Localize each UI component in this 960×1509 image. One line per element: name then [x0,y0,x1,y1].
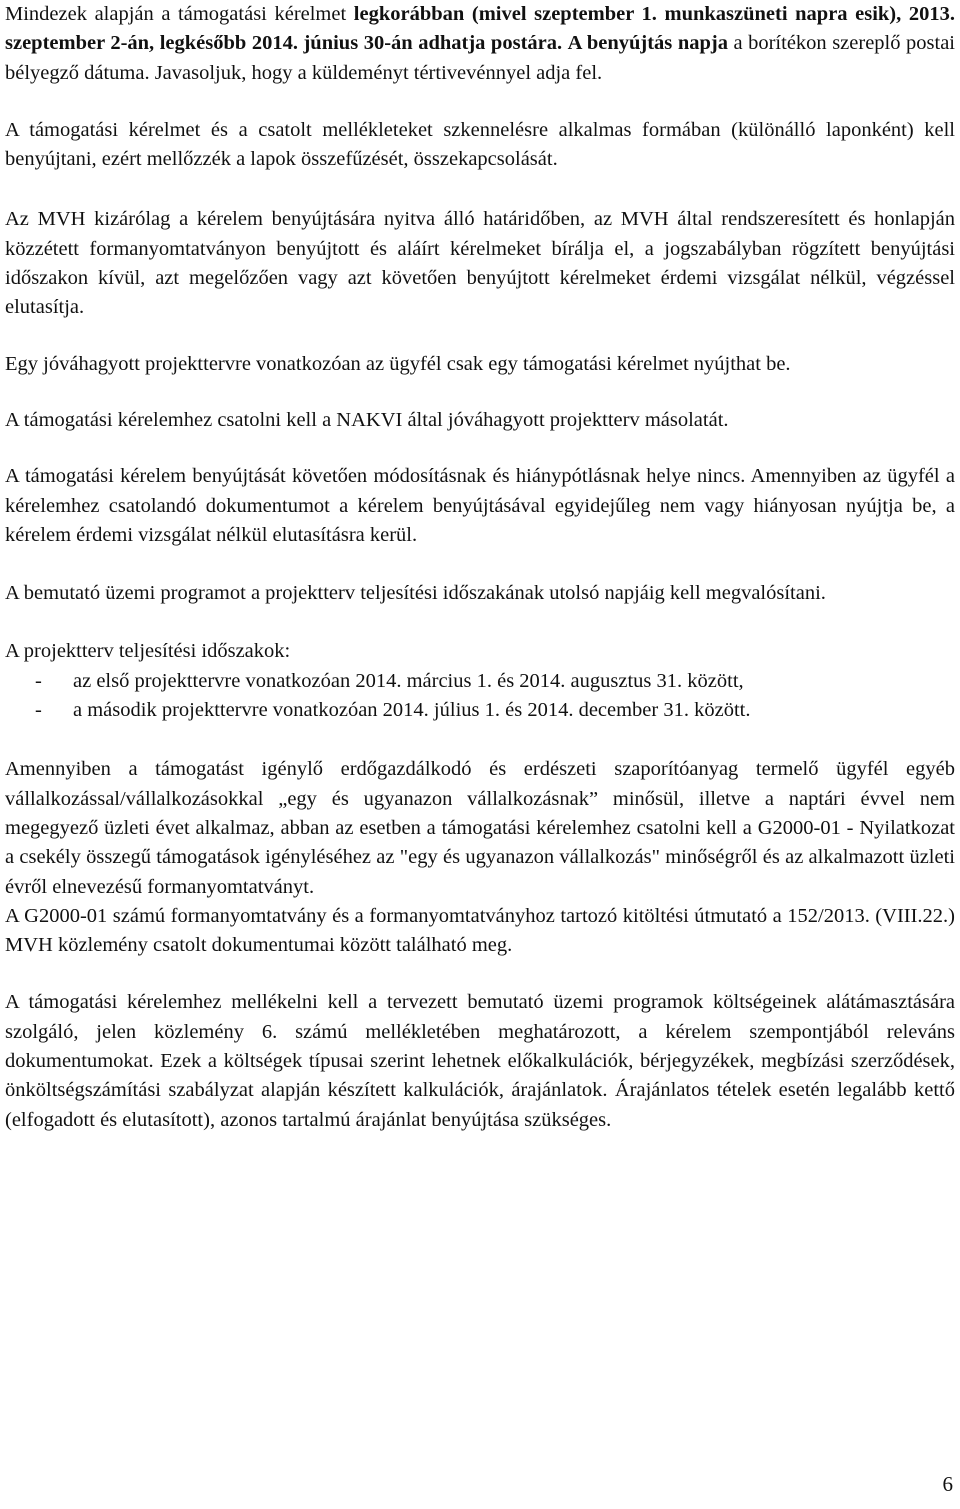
mvh-review-paragraph: Az MVH kizárólag a kérelem benyújtására nyitva álló határidőben, az MVH által rendszeresített és honlapján közzétett formanyomtatványon benyújtott és aláírt kérelmeket bírálja el, a jogszabályban rögzített benyújtási időszakon kívül, azt megelőzően vagy azt követően benyújtott kérelmeket érdemi vizsgálat nélkül, végzéssel elutasítja. [5,208,955,319]
dash-marker: - [35,669,42,692]
period-text: a második projekttervre vonatkozóan 2014. július 1. és 2014. december 31. között. [73,699,751,722]
periods-list [5,667,955,726]
deadline-bold-text: legkorábban (mivel szeptember 1. munkaszüneti napra esik), 2013. szeptember 2-án, legkésőbb 2014. június 30-án adhatja postára. [5,3,955,55]
dash-marker: - [35,699,42,722]
submission-deadline-paragraph [5,0,955,88]
program-completion-paragraph: A bemutató üzemi programot a projektterv teljesítési időszakának utolsó napjáig kell megvalósítani. [5,582,826,605]
page-number: 6 [942,1472,953,1496]
nakvi-attachment-paragraph: A támogatási kérelemhez csatolni kell a NAKVI által jóváhagyott projektterv másolatát. [5,408,729,431]
related-enterprise-paragraph: Amennyiben a támogatást igénylő erdőgazdálkodó és erdészeti szaporítóanyag termelő ügyfél egyéb vállalkozással/vállalkozásokkal „egy és ugyanazon vállalkozásnak” minősül, illetve a naptári évvel nem megegyező üzleti évet alkalmaz, abban az esetben a támogatási kérelemhez csatolni kell a G2000-01 - Nyilatkozat a csekély összegű támogatások igényléséhez az "egy és ugyanazon vállalkozás" minőségről és az alkalmazott üzleti évről elnevezésű formanyomtatványt. [5,758,955,898]
postmark-text: a borítékon szereplő postai bélyegző dátuma. Javasoljuk, hogy a küldeményt tértivevénnyel adja fel. [5,32,955,84]
list-item [5,696,955,725]
submission-day-bold-text: A benyújtás napja [567,32,728,55]
single-application-paragraph: Egy jóváhagyott projekttervre vonatkozóan az ügyfél csak egy támogatási kérelmet nyújthat be. [5,352,791,375]
no-modification-paragraph: A támogatási kérelem benyújtását követően módosításnak és hiánypótlásnak helye nincs. Amennyiben az ügyfél a kérelemhez csatolandó dokumentumot a kérelem benyújtásával egyidejűleg nem vagy hiányosan nyújtja be, a kérelem érdemi vizsgálat nélkül elutasításra kerül. [5,465,955,546]
period-text: az első projekttervre vonatkozóan 2014. március 1. és 2014. augusztus 31. között, [73,669,744,692]
list-item [5,667,955,696]
cost-documents-paragraph: A támogatási kérelemhez mellékelni kell a tervezett bemutató üzemi programok költségeinek alátámasztására szolgáló, jelen közlemény 6. számú mellékletében meghatározott, a kérelem szempontjából releváns dokumentumokat. Ezek a költségek típusai szerint lehetnek előkalkulációk, bérjegyzékek, megbízási szerződések, önköltségszámítási szabályzat alapján készített kalkulációk, árajánlatok. Árajánlatos tételek esetén legalább kettő (elfogadott és elutasított), azonos tartalmú árajánlat benyújtása szükséges. [5,991,955,1131]
scanning-paragraph: A támogatási kérelmet és a csatolt mellékleteket szkennelésre alkalmas formában (különálló laponként) kell benyújtani, ezért mellőzzék a lapok összefűzését, összekapcsolását. [5,118,955,171]
document-page [5,0,955,1135]
form-reference-paragraph: A G2000-01 számú formanyomtatvány és a formanyomtatványhoz tartozó kitöltési útmutató a 152/2013. (VIII.22.) MVH közlemény csatolt dokumentumai között található meg. [5,904,955,957]
periods-heading: A projektterv teljesítési időszakok: [5,640,291,663]
deadline-intro-text: Mindezek alapján a támogatási kérelmet [5,3,354,25]
